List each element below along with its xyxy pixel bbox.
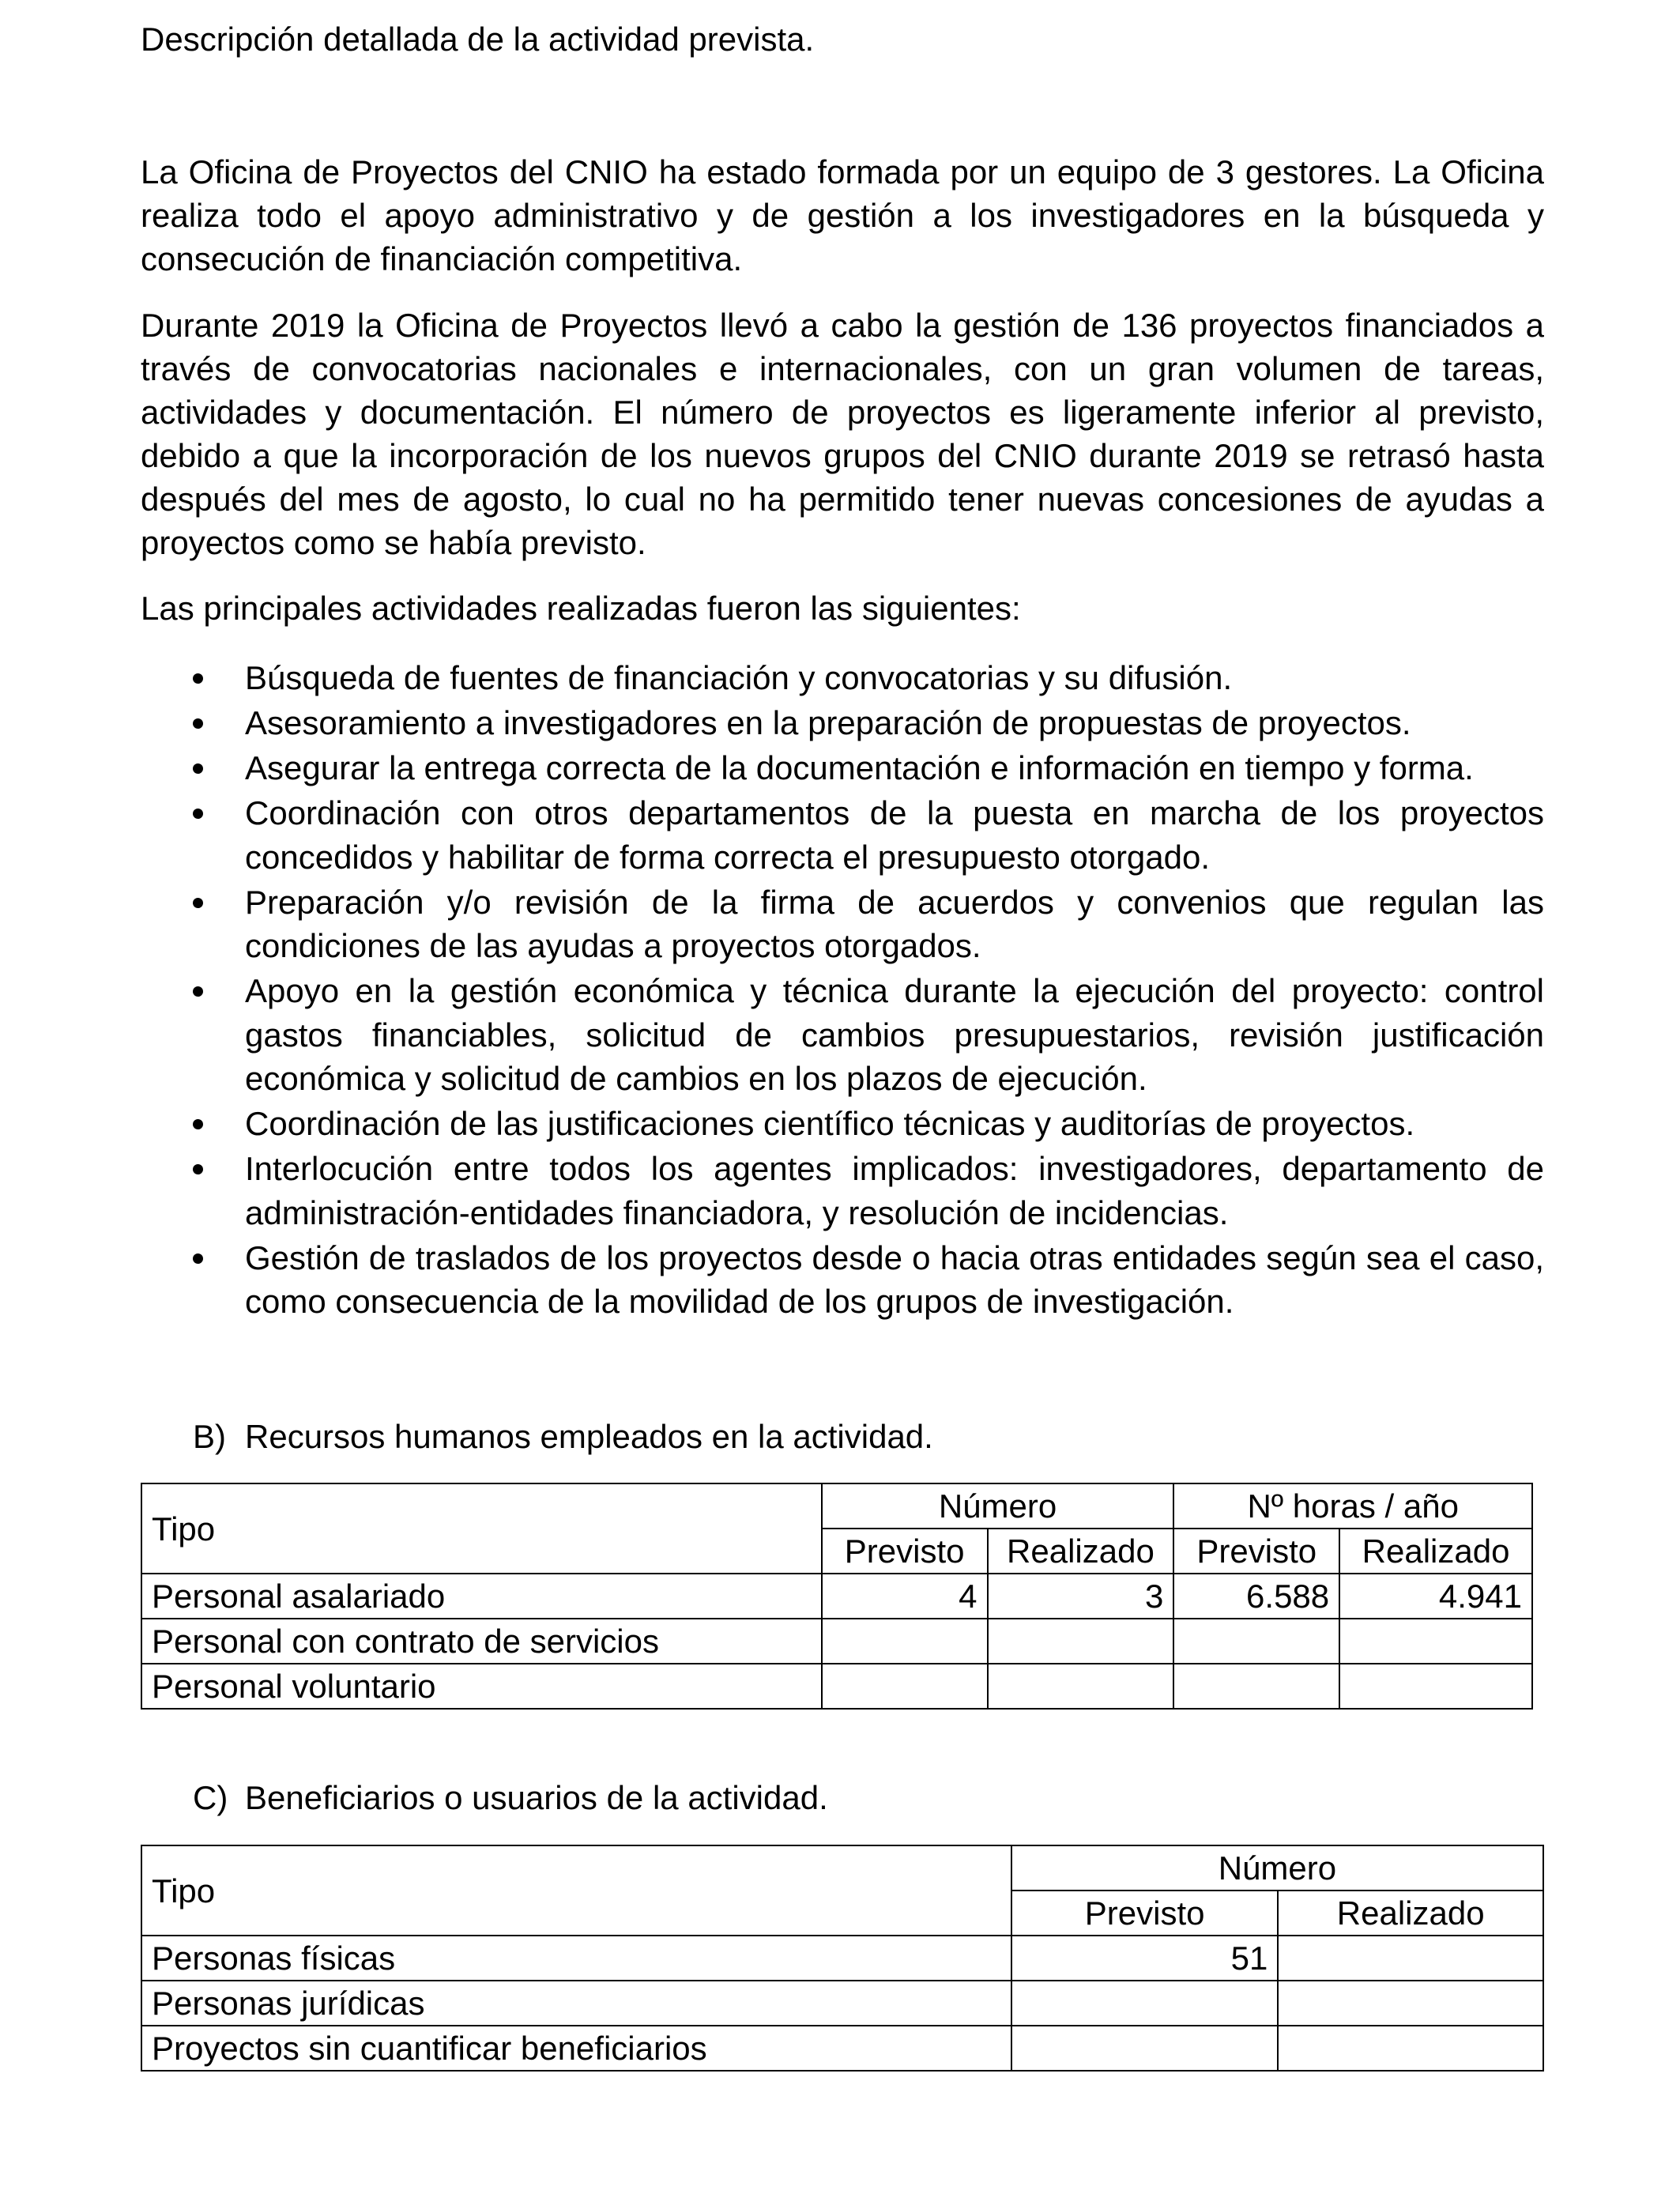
table-row	[141, 1936, 1543, 1981]
paragraph-intro: La Oficina de Proyectos del CNIO ha estado formada por un equipo de 3 gestores. La Oficina realiza todo el apoyo administrativo y de gestión a los investigadores en la búsqueda y consecución de financiación competitiva.	[141, 153, 1544, 277]
table-row	[141, 1619, 1532, 1664]
cell-num-realizado	[988, 1619, 1174, 1664]
activity-text: Preparación y/o revisión de la firma de acuerdos y convenios que regulan las condiciones de las ayudas a proyectos otorgados.	[245, 883, 1544, 964]
cell-horas-previsto: 6.588	[1173, 1574, 1339, 1619]
header-previsto: Previsto	[1011, 1891, 1279, 1936]
table-row	[141, 1664, 1532, 1709]
list-item	[141, 746, 1544, 790]
bullet-icon	[193, 763, 203, 774]
activity-text: Apoyo en la gestión económica y técnica durante la ejecución del proyecto: control gastos financiables, solicitud de cambios presupuestarios, revisión justificación económica y solicitud de cambios en los plazos de ejecución.	[245, 972, 1544, 1097]
activity-text: Búsqueda de fuentes de financiación y convocatorias y su difusión.	[245, 659, 1233, 696]
list-item	[141, 701, 1544, 745]
cell-previsto	[1011, 1981, 1279, 2026]
bullet-icon	[193, 1253, 203, 1264]
bullet-icon	[193, 809, 203, 819]
page-heading: Descripción detallada de la actividad prevista.	[141, 21, 815, 58]
header-realizado: Realizado	[1278, 1891, 1543, 1936]
bullet-icon	[193, 898, 203, 908]
beneficiaries-table	[141, 1845, 1544, 2071]
cell-realizado	[1278, 1981, 1543, 2026]
activity-text: Coordinación de las justificaciones científico técnicas y auditorías de proyectos.	[245, 1105, 1415, 1142]
cell-num-previsto	[822, 1664, 988, 1709]
activity-text: Interlocución entre todos los agentes implicados: investigadores, departamento de administración-entidades financiadora, y resolución de incidencias.	[245, 1150, 1544, 1231]
cell-tipo: Proyectos sin cuantificar beneficiarios	[141, 2026, 1011, 2071]
section-b-title	[193, 1415, 933, 1459]
cell-realizado	[1278, 1936, 1543, 1981]
bullet-icon	[193, 1119, 203, 1129]
cell-tipo: Personas jurídicas	[141, 1981, 1011, 2026]
cell-num-realizado	[988, 1664, 1174, 1709]
cell-tipo: Personal voluntario	[141, 1664, 822, 1709]
list-item	[141, 656, 1544, 700]
activities-list	[141, 656, 1544, 1325]
header-horas-realizado: Realizado	[1339, 1529, 1532, 1574]
cell-tipo: Personal asalariado	[141, 1574, 822, 1619]
activity-text: Asegurar la entrega correcta de la documentación e información en tiempo y forma.	[245, 749, 1474, 786]
header-num-realizado: Realizado	[988, 1529, 1174, 1574]
cell-tipo: Personal con contrato de servicios	[141, 1619, 822, 1664]
cell-num-previsto: 4	[822, 1574, 988, 1619]
cell-horas-realizado: 4.941	[1339, 1574, 1532, 1619]
section-c-title	[193, 1776, 828, 1820]
paragraph-activities-lead: Las principales actividades realizadas fueron las siguientes:	[141, 590, 1021, 627]
header-tipo: Tipo	[141, 1845, 1011, 1936]
section-letter: B)	[193, 1418, 226, 1455]
cell-horas-previsto	[1173, 1619, 1339, 1664]
section-letter: C)	[193, 1779, 228, 1816]
table-header-row	[141, 1483, 1532, 1529]
bullet-icon	[193, 718, 203, 729]
cell-num-realizado: 3	[988, 1574, 1174, 1619]
header-numero: Número	[822, 1483, 1174, 1529]
list-item	[141, 1102, 1544, 1146]
cell-previsto: 51	[1011, 1936, 1279, 1981]
header-num-previsto: Previsto	[822, 1529, 988, 1574]
bullet-icon	[193, 673, 203, 684]
activity-text: Gestión de traslados de los proyectos desde o hacia otras entidades según sea el caso, como consecuencia de la movilidad de los grupos de investigación.	[245, 1238, 1544, 1320]
table-row	[141, 1981, 1543, 2026]
table-row	[141, 2026, 1543, 2071]
cell-realizado	[1278, 2026, 1543, 2071]
list-item	[141, 880, 1544, 968]
list-item	[141, 969, 1544, 1101]
list-item	[141, 791, 1544, 879]
human-resources-table	[141, 1483, 1533, 1710]
section-title-text: Recursos humanos empleados en la actividad.	[245, 1418, 933, 1455]
cell-tipo: Personas físicas	[141, 1936, 1011, 1981]
header-numero: Número	[1011, 1845, 1543, 1891]
cell-horas-realizado	[1339, 1619, 1532, 1664]
cell-previsto	[1011, 2026, 1279, 2071]
activity-text: Asesoramiento a investigadores en la preparación de propuestas de proyectos.	[245, 704, 1411, 741]
cell-num-previsto	[822, 1619, 988, 1664]
cell-horas-realizado	[1339, 1664, 1532, 1709]
cell-horas-previsto	[1173, 1664, 1339, 1709]
section-title-text: Beneficiarios o usuarios de la actividad.	[245, 1779, 828, 1816]
header-horas: Nº horas / año	[1173, 1483, 1532, 1529]
header-tipo: Tipo	[141, 1483, 822, 1574]
paragraph-summary-2019: Durante 2019 la Oficina de Proyectos llevó a cabo la gestión de 136 proyectos financiados a través de convocatorias nacionales e internacionales, con un gran volumen de tareas, actividades y documentación. El número de proyectos es ligeramente inferior al previsto, debido a que la incorporación de los nuevos grupos del CNIO durante 2019 se retrasó hasta después del mes de agosto, lo cual no ha permitido tener nuevas concesiones de ayudas a proyectos como se había previsto.	[141, 307, 1544, 561]
table-header-row	[141, 1845, 1543, 1891]
list-item	[141, 1147, 1544, 1235]
list-item	[141, 1236, 1544, 1324]
bullet-icon	[193, 986, 203, 997]
header-horas-previsto: Previsto	[1173, 1529, 1339, 1574]
activity-text: Coordinación con otros departamentos de la puesta en marcha de los proyectos concedidos y habilitar de forma correcta el presupuesto otorgado.	[245, 794, 1544, 876]
bullet-icon	[193, 1164, 203, 1174]
table-row	[141, 1574, 1532, 1619]
